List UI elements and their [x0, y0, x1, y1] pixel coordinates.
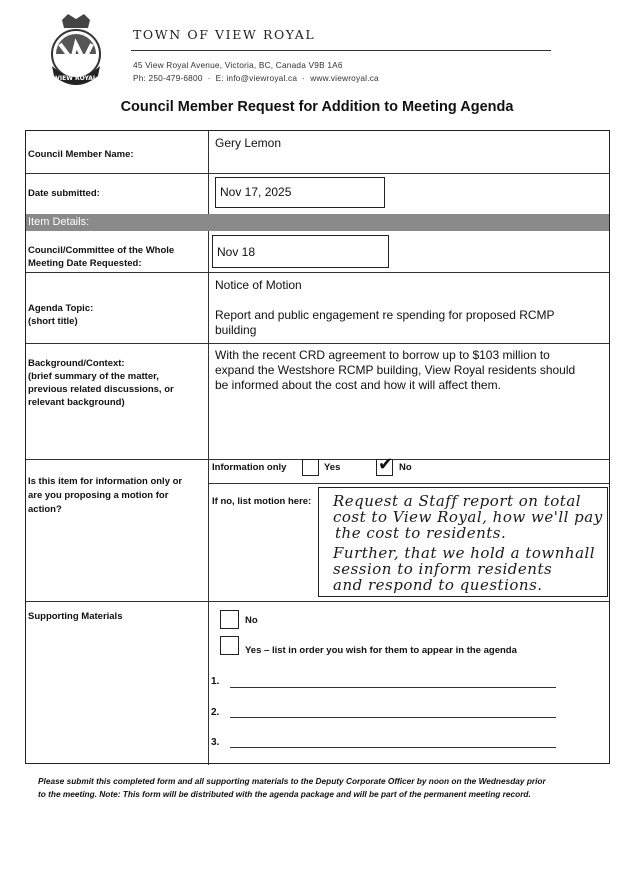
org-contact: Ph: 250-479-6800 · E: info@viewroyal.ca · www.viewroyal.ca: [133, 73, 379, 83]
member-name-value[interactable]: Gery Lemon: [215, 136, 282, 150]
info-no-checkbox[interactable]: [376, 454, 394, 476]
info-yes-checkbox[interactable]: [302, 459, 319, 476]
motion-handwriting-line: session to inform residents: [333, 560, 553, 578]
meeting-date-value: Nov 18: [217, 245, 256, 259]
supporting-no-checkbox[interactable]: [220, 610, 239, 629]
submission-note-line: to the meeting. Note: This form will be distributed with the agenda package and will be part of the permanent meeting record.: [38, 789, 531, 799]
agenda-topic-label: [28, 302, 93, 328]
submission-note: [38, 775, 608, 801]
motion-handwriting-line: and respond to questions.: [333, 576, 543, 594]
row-divider: [26, 343, 609, 344]
meeting-date-field[interactable]: [212, 235, 389, 268]
form-title: Council Member Request for Addition to Meeting Agenda: [120, 99, 514, 115]
list-number: 2.: [211, 707, 220, 718]
checkmark-icon: ✔: [378, 454, 394, 475]
background-label-line: Background/Context:: [28, 358, 125, 369]
org-address: 45 View Royal Avenue, Victoria, BC, Canada V9B 1A6: [133, 60, 343, 70]
meeting-date-label-line: Meeting Date Requested:: [28, 258, 142, 269]
background-label-line: relevant background): [28, 397, 125, 408]
motion-handwriting-line: Request a Staff report on total: [333, 492, 582, 510]
row-divider: [208, 483, 609, 484]
agenda-topic-title[interactable]: [215, 308, 555, 338]
motion-field[interactable]: [318, 487, 608, 597]
row-divider: [26, 601, 609, 602]
background-label: [28, 357, 174, 409]
row-divider: [26, 173, 609, 174]
agenda-topic-label-line: Agenda Topic:: [28, 303, 94, 314]
member-name-label: Council Member Name:: [28, 149, 134, 160]
motion-handwriting-line: Further, that we hold a townhall: [333, 544, 596, 562]
agenda-topic-title-line: Report and public engagement re spending for proposed RCMP: [215, 308, 555, 322]
meeting-date-label-line: Council/Committee of the Whole: [28, 245, 175, 256]
list-number: 1.: [211, 676, 220, 687]
background-text-line: With the recent CRD agreement to borrow up to $103 million to: [215, 348, 550, 362]
question-line: Is this item for information only or: [28, 476, 183, 487]
supporting-no-label: No: [245, 615, 258, 626]
row-divider: [26, 272, 609, 273]
supporting-yes-label: Yes – list in order you wish for them to appear in the agenda: [245, 645, 517, 656]
agenda-topic-label-line: (short title): [28, 316, 78, 327]
section-header-item-details: Item Details:: [26, 214, 609, 231]
date-submitted-label: Date submitted:: [28, 188, 100, 199]
date-submitted-value: Nov 17, 2025: [220, 185, 292, 199]
agenda-topic-title-line: building: [215, 323, 257, 337]
background-label-line: (brief summary of the matter,: [28, 371, 159, 382]
supporting-item-3-line[interactable]: [230, 747, 556, 748]
town-crest-logo: [42, 14, 110, 92]
supporting-item-2-line[interactable]: [230, 717, 556, 718]
meeting-date-label: [28, 244, 174, 270]
date-submitted-field[interactable]: [215, 177, 385, 208]
logo-text: VIEW ROYAL: [55, 75, 97, 82]
header-divider: [131, 50, 551, 51]
column-divider: [208, 231, 209, 765]
question-line: are you proposing a motion for: [28, 490, 169, 501]
submission-note-line: Please submit this completed form and all supporting materials to the Deputy Corporate Officer by noon on the Wednesday prior: [38, 776, 546, 786]
info-no-label: No: [399, 462, 412, 473]
background-text-line: expand the Westshore RCMP building, View Royal residents should: [215, 363, 576, 377]
motion-label: If no, list motion here:: [212, 496, 312, 507]
background-text-line: be informed about the cost and how it will affect them.: [215, 378, 501, 392]
supporting-yes-checkbox[interactable]: [220, 636, 239, 655]
motion-handwriting-line: the cost to residents.: [335, 524, 507, 542]
supporting-materials-label: Supporting Materials: [28, 611, 123, 622]
motion-handwriting-line: cost to View Royal, how we'll pay: [333, 508, 603, 526]
list-number: 3.: [211, 737, 220, 748]
request-form: [25, 130, 610, 764]
supporting-item-1-line[interactable]: [230, 687, 556, 688]
info-yes-label: Yes: [324, 462, 341, 473]
org-name: TOWN OF VIEW ROYAL: [133, 27, 316, 42]
question-line: action?: [28, 504, 62, 515]
background-label-line: previous related discussions, or: [28, 384, 174, 395]
info-or-motion-question: [28, 475, 182, 517]
background-text[interactable]: [215, 348, 575, 393]
information-only-label: Information only: [212, 462, 287, 473]
agenda-topic-notice[interactable]: Notice of Motion: [215, 278, 302, 292]
